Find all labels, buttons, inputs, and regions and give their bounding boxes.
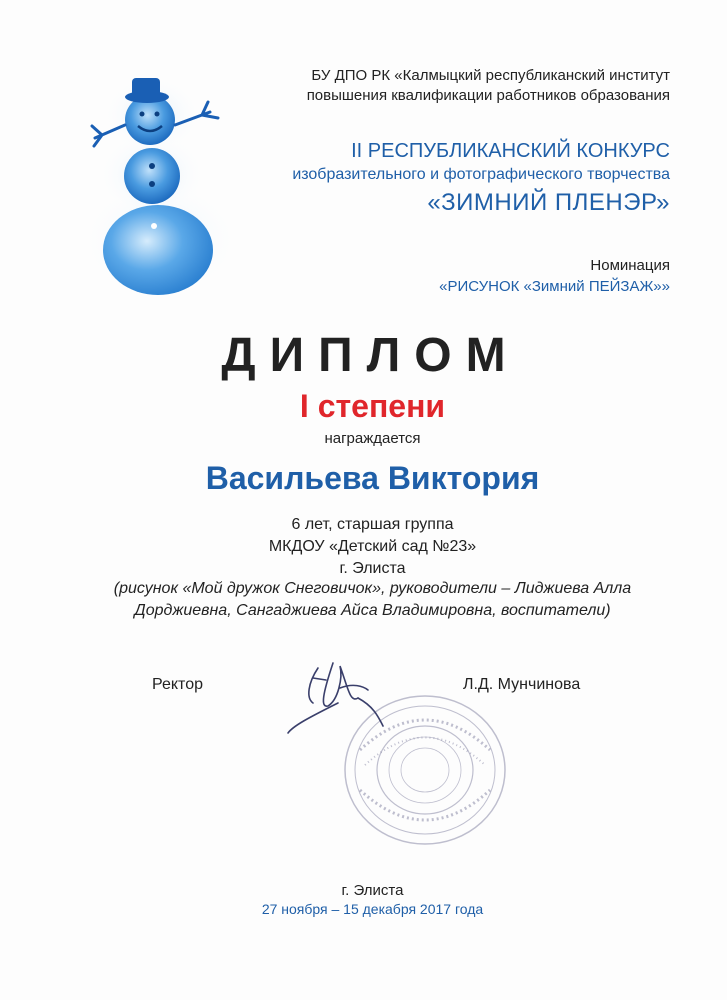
institution-name — [307, 66, 670, 106]
awarded-text: награждается — [324, 430, 421, 447]
footer-dates: 27 ноября – 15 декабря 2017 года — [261, 901, 484, 917]
artwork-note — [0, 578, 727, 622]
rector-label: Ректор — [152, 676, 203, 693]
winner-age-group: 6 лет, старшая группа — [291, 516, 454, 533]
winner-city: г. Элиста — [339, 560, 406, 577]
institution-line-2: повышения квалификации работников образования — [306, 87, 670, 104]
snowman-illustration — [80, 60, 240, 300]
footer-city: г. Элиста — [341, 882, 404, 899]
contest-title — [292, 138, 670, 220]
winner-name: Васильева Виктория — [205, 460, 540, 496]
contest-name: «ЗИМНИЙ ПЛЕНЭР» — [427, 189, 670, 216]
institution-line-1: БУ ДПО РК «Калмыцкий республиканский институт — [311, 67, 670, 84]
winner-details — [0, 514, 727, 580]
nomination-label: Номинация — [590, 257, 670, 274]
rector-signature — [278, 648, 398, 738]
artwork-note-line-2: Дорджиевна, Сангаджиева Айса Владимировна, воспитатели) — [134, 602, 611, 619]
winner-school: МКДОУ «Детский сад №23» — [268, 538, 477, 555]
diploma-title: ДИПЛОМ — [221, 329, 520, 382]
nomination — [439, 256, 670, 298]
contest-line-1: II РЕСПУБЛИКАНСКИЙ КОНКУРС — [351, 140, 670, 162]
diploma-degree: I степени — [299, 388, 446, 424]
artwork-note-line-1: (рисунок «Мой дружок Снеговичок», руководители – Лиджиева Алла — [113, 580, 632, 597]
contest-line-2: изобразительного и фотографического творчества — [292, 166, 670, 183]
rector-name: Л.Д. Мунчинова — [463, 676, 581, 693]
nomination-value: «РИСУНОК «Зимний ПЕЙЗАЖ»» — [439, 278, 670, 295]
